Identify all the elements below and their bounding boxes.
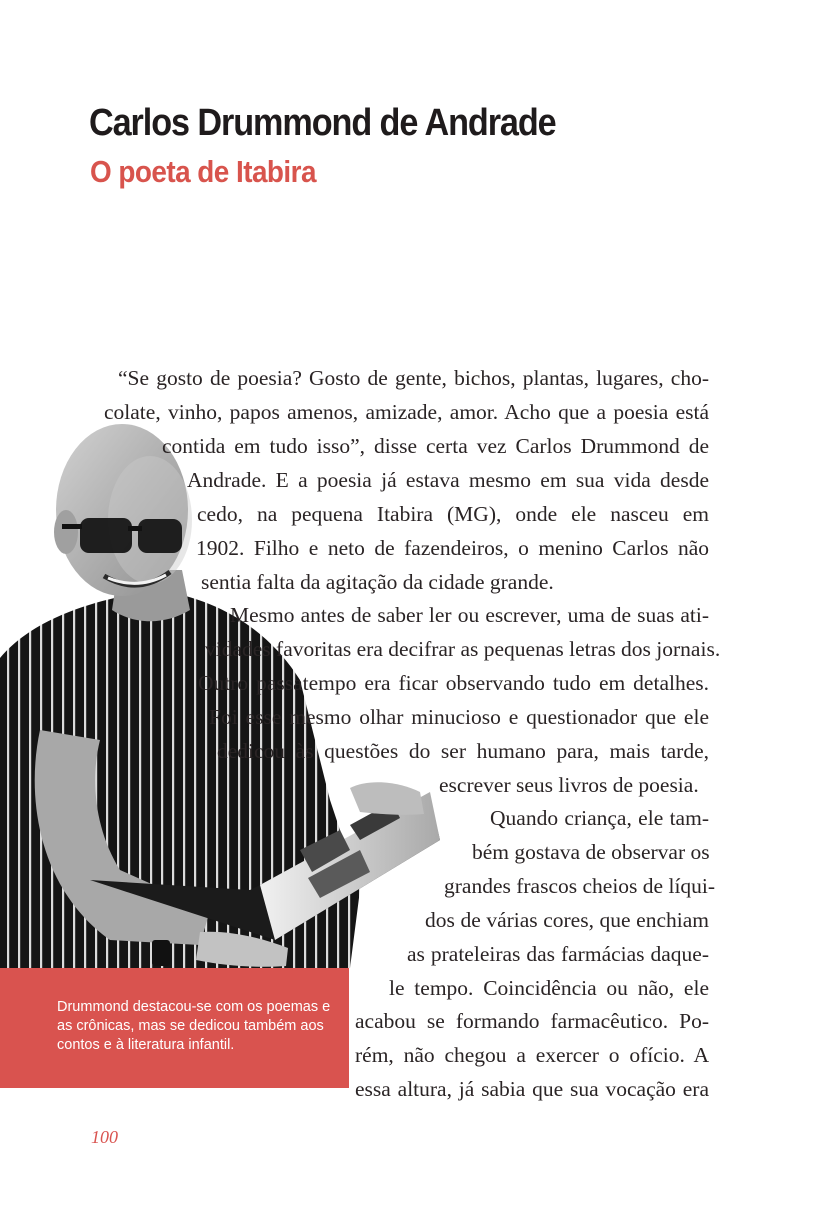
body-line: contida em tudo isso”, disse certa vez Carlos Drummond de: [162, 434, 709, 458]
body-line: Outro passatempo era ficar observando tudo em detalhes.: [198, 671, 709, 695]
body-line: dedicou às questões do ser humano para, mais tarde,: [217, 739, 709, 763]
body-line: as prateleiras das farmácias daque-: [407, 942, 709, 966]
body-line: cedo, na pequena Itabira (MG), onde ele nasceu em: [197, 502, 709, 526]
body-line: Quando criança, ele tam-: [490, 806, 709, 830]
body-line: grandes frascos cheios de líqui-: [444, 874, 716, 898]
body-line: dos de várias cores, que enchiam: [425, 908, 709, 932]
body-line: 1902. Filho e neto de fazendeiros, o menino Carlos não: [196, 536, 709, 560]
body-line: Foi esse mesmo olhar minucioso e questionador que ele: [209, 705, 709, 729]
body-line: le tempo. Coincidência ou não, ele: [389, 976, 709, 1000]
body-line: acabou se formando farmacêutico. Po-: [355, 1009, 709, 1033]
page-number: 100: [91, 1127, 118, 1147]
body-line: “Se gosto de poesia? Gosto de gente, bichos, plantas, lugares, cho-: [118, 366, 709, 390]
body-line: bém gostava de observar os: [472, 840, 710, 864]
body-line: sentia falta da agitação da cidade grande.: [201, 570, 554, 594]
chapter-subtitle: O poeta de Itabira: [90, 154, 316, 189]
photo-caption: Drummond destacou-se com os poemas e as crônicas, mas se dedicou também aos contos e à literatura infantil.: [57, 999, 331, 1053]
chapter-title: Carlos Drummond de Andrade: [89, 102, 556, 144]
body-line: Mesmo antes de saber ler ou escrever, uma de suas ati-: [230, 603, 709, 627]
body-line: vidades favoritas era decifrar as pequenas letras dos jornais.: [205, 637, 721, 661]
body-line: Andrade. E a poesia já estava mesmo em sua vida desde: [187, 468, 709, 492]
body-line: essa altura, já sabia que sua vocação era: [355, 1077, 709, 1101]
body-line: escrever seus livros de poesia.: [439, 773, 699, 797]
body-line: colate, vinho, papos amenos, amizade, amor. Acho que a poesia está: [104, 400, 709, 424]
body-line: rém, não chegou a exercer o ofício. A: [355, 1043, 709, 1067]
